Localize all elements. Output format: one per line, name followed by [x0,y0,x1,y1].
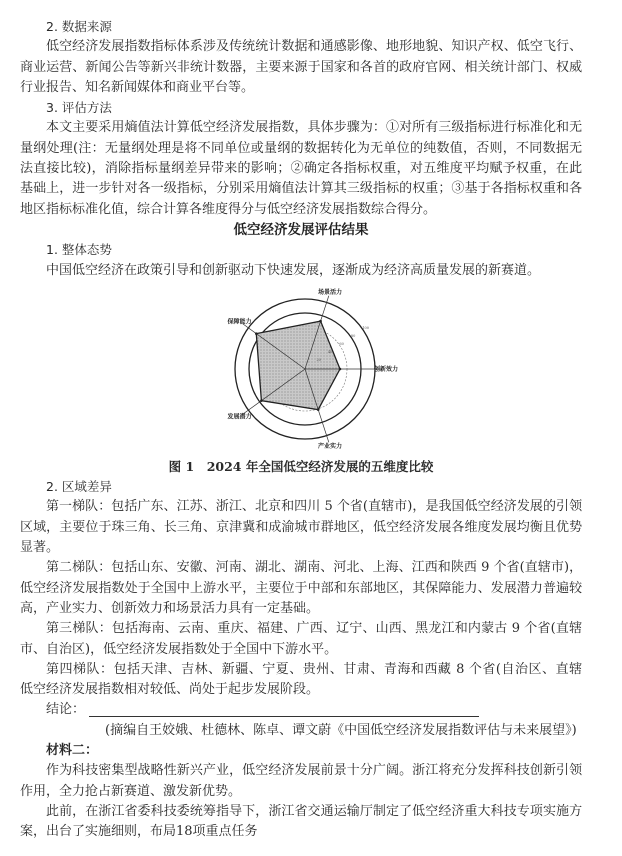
axis-label: 场景活力 [318,288,343,296]
axis-label: 保障能力 [227,318,252,326]
paragraph-line: 高，产业实力、创新效力和场景活力具有一定基础。 [20,600,320,616]
paragraph-line: 案，出台了实施细则，布局18项重点任务 [20,824,258,840]
section-heading: 2. 区域差异 [46,479,112,495]
ring-tick-label: 60 [339,341,344,346]
data-polygon [256,321,340,410]
data-point [255,332,258,335]
citation: (摘编自王姣娥、杜德林、陈卓、谭文蔚《中国低空经济发展指数评估与未来展望》) [105,722,577,738]
section-heading: 2. 数据来源 [46,19,112,34]
paragraph [20,261,582,281]
ring-tick-label: 80 [350,333,356,338]
paragraph-line: 本文主要采用熵值法计算低空经济发展指数，具体步骤为：①对所有三级指标进行标准化和无 [46,120,582,136]
paragraph [20,761,582,802]
document-page [20,17,582,843]
paragraph-line: 第二梯队：包括山东、安徽、河南、湖北、湖南、河北、上海、江西和陕西 9 个省(直辖市)， [46,560,582,576]
conclusion-row [20,700,582,720]
paragraph [20,118,582,219]
paragraph-line: 法直接比较)，消除指标量纲差异带来的影响；②确定各指标权重，对五维度平均赋予权重，在此 [20,161,582,177]
paragraph-line: 量纲处理(注：无量纲处理是将不同单位或量纲的数据转化为无单位的纯数值，否则，不同数据无 [20,140,582,156]
axis-label: 发展潜力 [227,413,252,421]
axis-label: 产业实力 [318,442,343,450]
ring-tick-label: 100 [362,325,370,330]
paragraph-line: 行业报告、知名新闻媒体和商业平台等。 [20,79,255,95]
paragraph-line: 第一梯队：包括广东、江苏、浙江、北京和四川 5 个省(直辖市)，是我国低空经济发展的引领 [46,499,582,515]
white-fade-overlay [202,850,622,856]
paragraph [20,37,582,98]
conclusion-answer-blank[interactable] [89,703,479,717]
ring-tick-label: 40 [327,349,333,354]
radar-chart [185,289,425,449]
data-point [260,399,263,402]
conclusion-label: 结论： [46,702,86,718]
paragraph-line: 作用，全力抢占新赛道、激发新优势。 [20,783,242,799]
paragraph-line: 作为科技密集型战略性新兴产业，低空经济发展前景十分广阔。浙江将充分发挥科技创新引领 [46,763,582,779]
results-title: 低空经济发展评估结果 [233,221,369,238]
paragraph-line: 商业运营、新闻公告等新兴非统计数器，主要来源于国家和各首的政府官网、相关统计部门、权威 [20,59,582,75]
chart-container [20,281,582,457]
paragraph-line: 低空经济发展指数处于全国中上游水平，主要位于中部和东部地区，其保障能力、发展潜力普遍较 [20,580,582,596]
paragraph-line: 第四梯队：包括天津、吉林、新疆、宁夏、贵州、甘肃、青海和西藏 8 个省(自治区、直辖 [46,661,582,677]
paragraph-line: 市、自治区)，低空经济发展指数处于全国中下游水平。 [20,641,338,657]
paragraph-line: 区域，主要位于珠三角、长三角、京津冀和成渝城市群地区，低空经济发展各维度发展均衡且优势 [20,519,582,535]
material-heading: 材料二： [46,743,99,759]
section-heading: 1. 整体态势 [46,242,112,258]
axis-label: 创新效力 [373,365,399,373]
section-heading: 3. 评估方法 [46,100,112,116]
paragraph-line: 低空经济发展指数相对较低、尚处于起步发展阶段。 [20,682,320,698]
data-point [317,408,320,411]
paragraph-line: 显著。 [20,540,60,556]
paragraph-line: 低空经济发展指数指标体系涉及传统统计数据和通感影像、地形地貌、知识产权、低空飞行、 [46,39,582,55]
paragraph [20,497,582,558]
ring-tick-label: 20 [316,357,321,362]
paragraph [20,660,582,701]
paragraph [20,558,582,619]
paragraph-line: 第三梯队：包括海南、云南、重庆、福建、广西、辽宁、山西、黑龙江和内蒙古 9 个省(直辖 [46,621,582,637]
data-point [319,320,322,323]
paragraph-line: 中国低空经济在政策引导和创新驱动下快速发展，逐渐成为经济高质量发展的新赛道。 [46,262,541,278]
paragraph-line: 基础上，进一步针对各一级指标，分别采用熵值法计算其三级指标的权重；③基于各指标权重和各 [20,181,582,197]
figure-caption: 图 1 2024 年全国低空经济发展的五维度比较 [168,458,434,474]
data-point [339,368,342,371]
paragraph-line: 此前，在浙江省委科技委统筹指导下，浙江省交通运输厅制定了低空经济重大科技专项实施方 [46,803,582,819]
paragraph-line: 地区指标标准化值，综合计算各维度得分与低空经济发展指数综合得分。 [20,201,437,217]
paragraph [20,802,582,843]
paragraph [20,619,582,660]
